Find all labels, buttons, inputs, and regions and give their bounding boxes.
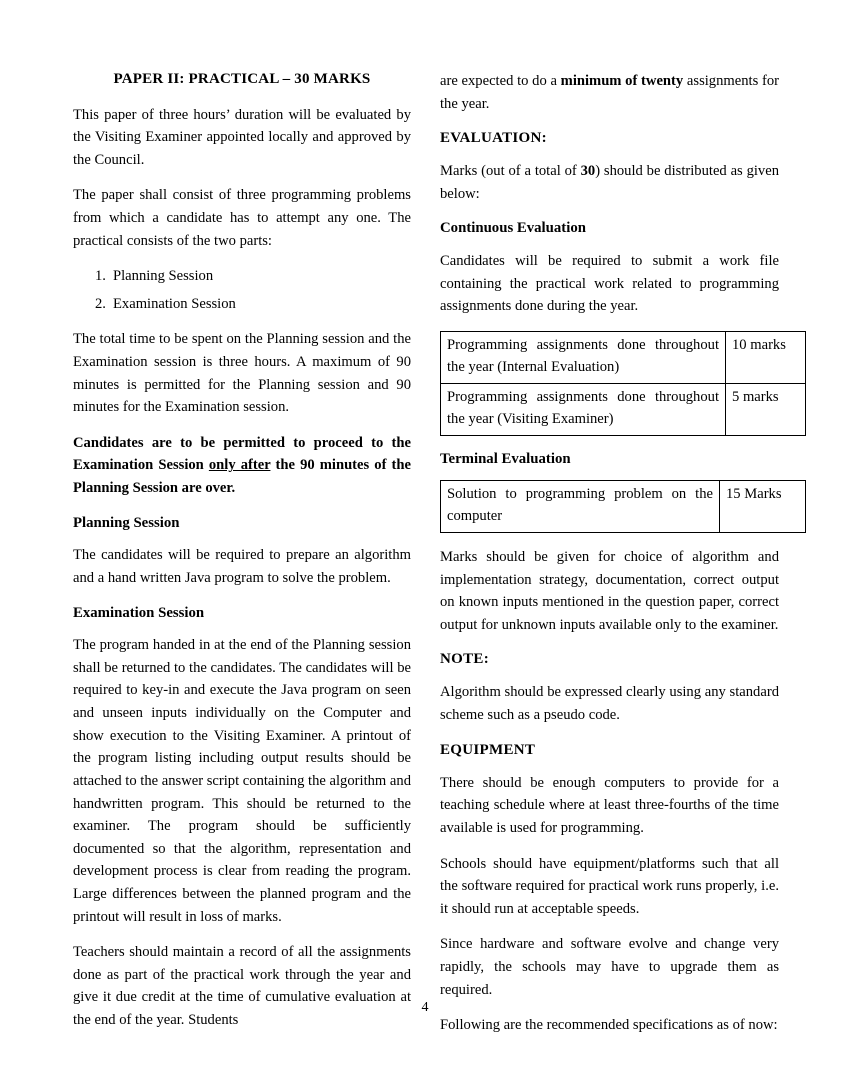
list-item: [95, 265, 411, 288]
marks-intro-text-before: Marks (out of a total of: [440, 163, 581, 180]
paragraph-note: Algorithm should be expressed clearly using any standard scheme such as a pseudo code.: [440, 684, 779, 724]
table-cell-marks: 5 marks: [726, 383, 806, 435]
heading-evaluation: EVALUATION:: [440, 130, 547, 147]
heading-equipment: EQUIPMENT: [440, 741, 536, 758]
heading-continuous-evaluation: Continuous Evaluation: [440, 220, 586, 237]
heading-examination-session: Examination Session: [73, 604, 205, 621]
heading-note: NOTE:: [440, 651, 490, 668]
practical-parts-list: [73, 265, 411, 315]
paragraph-examination-session: The program handed in at the end of the Planning session shall be returned to the candidates. The candidates will be required to key-in and execute the Java program on seen and unseen inputs individually on the Computer and show execution to the Visiting Examiner. A printout of the program listing including output results should be attached to the answer script containing the algorithm and handwritten program. This should be returned to the examiner. The program should be sufficiently documented so that the algorithm, representation and development process is clear from reading the program. Large differences between the planned program and the printout will result in loss of marks.: [73, 637, 411, 925]
notice-underlined-text: only after: [208, 457, 271, 474]
list-item-number: 1.: [95, 268, 106, 285]
list-item-number: 2.: [95, 295, 106, 312]
right-column: [440, 70, 786, 1050]
paragraph-terminal-marking: Marks should be given for choice of algorithm and implementation strategy, documentation, correct output on known inputs mentioned in the question paper, correct output for unknown inputs available only to the examiner.: [440, 549, 779, 633]
table-cell-description: Programming assignments done throughout the year (Visiting Examiner): [441, 383, 726, 435]
paragraph-continuous-evaluation: Candidates will be required to submit a work file containing the practical work related to programming assignments done during the year.: [440, 253, 779, 315]
list-item-label: Planning Session: [113, 268, 214, 285]
paragraph-paper-structure: The paper shall consist of three programming problems from which a candidate has to attempt any one. The practical consists of the two parts:: [73, 187, 411, 249]
page-title: PAPER II: PRACTICAL – 30 MARKS: [113, 71, 371, 87]
paragraph-planning-session: The candidates will be required to prepare an algorithm and a hand written Java program to solve the problem.: [73, 547, 411, 586]
paragraph-equipment-specs-intro: Following are the recommended specifications as of now:: [440, 1017, 778, 1034]
paragraph-time-allocation: The total time to be spent on the Planning session and the Examination session is three hours. A maximum of 90 minutes is permitted for the Planning session and 90 minutes for the Examination session.: [73, 331, 411, 416]
page-number: 4: [421, 1000, 429, 1015]
table-row: [441, 481, 806, 533]
paragraph-marks-intro: [440, 160, 779, 205]
paragraph-bold-notice: [73, 432, 411, 500]
heading-terminal-evaluation: Terminal Evaluation: [440, 450, 571, 467]
table-cell-description: Programming assignments done throughout the year (Internal Evaluation): [441, 331, 726, 383]
notice-text-after: the 90 minutes of the Planning Session are over.: [73, 457, 411, 497]
notice-text-before: Candidates are to be permitted to proceed to the Examination Session: [73, 434, 411, 474]
paragraph-continued-assignments: [440, 70, 779, 115]
table-cell-marks: 15 Marks: [720, 481, 806, 533]
table-row: [441, 383, 806, 435]
table-cell-marks: 10 marks: [726, 331, 806, 383]
paragraph-equipment-upgrade: Since hardware and software evolve and change very rapidly, the schools may have to upgrade them as required.: [440, 936, 779, 998]
table-row: [441, 331, 806, 383]
continued-text-before: are expected to do a: [440, 73, 561, 89]
marks-intro-text-after: ) should be distributed as given below:: [440, 163, 779, 202]
list-item: [95, 293, 411, 316]
marks-intro-bold-total: 30: [580, 163, 596, 180]
continuous-evaluation-table: [440, 331, 806, 436]
left-column: [73, 70, 411, 1045]
continued-bold-text: minimum of twenty: [560, 73, 684, 89]
paragraph-teachers-record: Teachers should maintain a record of all the assignments done as part of the practical work through the year and give it due credit at the time of cumulative evaluation at the end of the year. Students: [73, 944, 411, 1029]
paragraph-equipment-software: Schools should have equipment/platforms such that all the software required for practical work runs properly, i.e. it should run at acceptable speeds.: [440, 855, 779, 917]
list-item-label: Examination Session: [113, 295, 236, 312]
paragraph-equipment-computers: There should be enough computers to provide for a teaching schedule where at least three-fourths of the time available is used for programming.: [440, 774, 779, 836]
continued-text-after: assignments for the year.: [440, 73, 779, 112]
terminal-evaluation-table: [440, 480, 806, 533]
table-cell-description: Solution to programming problem on the computer: [441, 481, 720, 533]
heading-planning-session: Planning Session: [73, 514, 180, 531]
paragraph-intro: This paper of three hours’ duration will be evaluated by the Visiting Examiner appointed locally and approved by the Council.: [73, 106, 411, 168]
